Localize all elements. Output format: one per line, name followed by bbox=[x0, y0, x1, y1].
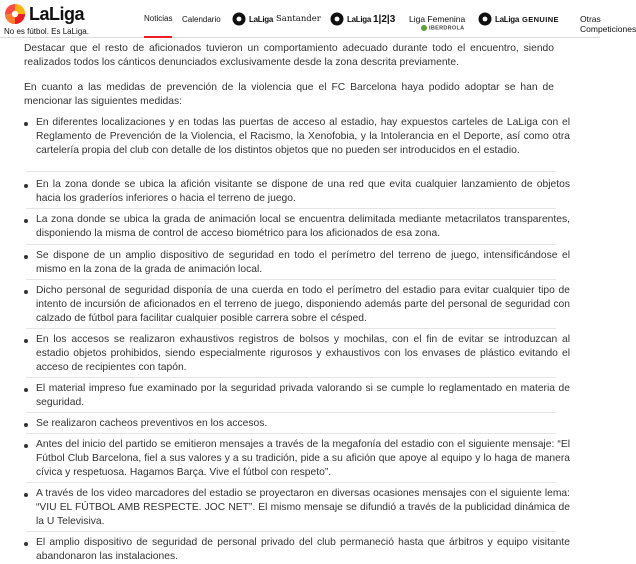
item-divider bbox=[26, 279, 556, 280]
nav-laliga-123[interactable] bbox=[330, 0, 395, 38]
item-divider bbox=[26, 208, 556, 209]
list-item: Se realizaron cacheos preventivos en los accesos. bbox=[10, 417, 570, 431]
nav-liga-femenina[interactable] bbox=[409, 14, 473, 36]
list-item: Dicho personal de seguridad disponía de una cuerda en todo el perímetro del estadio para evitar cualquier tipo de intento de incursión de aficionados en el terreno de juego, disponiendo además parte del personal de seguridad con calzado de fútbol para facilitar cualquier posible carrera sobre el césped. bbox=[10, 284, 570, 326]
item-divider bbox=[26, 433, 556, 434]
item-divider bbox=[26, 377, 556, 378]
list-item: A través de los video marcadores del estadio se proyectaron en diversas ocasiones mensajes con el siguiente lema: “VIU EL FÚTBOL AMB RESPECTE. JOC NET”. El mismo mensaje se difundió a través de la publicidad dinámica de la U Televisiva. bbox=[10, 487, 570, 529]
bullet-icon bbox=[24, 290, 28, 294]
bullet-icon bbox=[24, 219, 28, 223]
list-item: En diferentes localizaciones y en todas las puertas de acceso al estadio, hay expuestos carteles de LaLiga con el Reglamento de Prevención de la Violencia, el Racismo, la Xenofobia, y la Intolerancia en el Deporte, así como otra cartelería propia del club con detalle de los distintos objetos que no pueden ser introducidos en el estadio. bbox=[10, 116, 570, 158]
bullet-icon bbox=[24, 423, 28, 427]
liga-femenina-title: Liga Femenina bbox=[409, 14, 466, 24]
nav-laliga-santander[interactable] bbox=[232, 0, 321, 38]
santander-suffix: Santander bbox=[275, 14, 321, 24]
list-item: Antes del inicio del partido se emitieron mensajes a través de la megafonía del estadio con el siguiente mensaje: “El Fútbol Club Barcelona, fiel a sus valores y a su tradición, pide a su afición que apoye al equipo y lo haga de manera cívica y respetuosa. Hagamos Barça. Vive el fútbol con respeto”. bbox=[10, 438, 570, 480]
bullet-icon bbox=[24, 339, 28, 343]
iberdrola-sponsor: IBERDROLA bbox=[421, 25, 464, 31]
nav-other-competitions[interactable]: Otras Competiciones bbox=[580, 14, 636, 34]
item-divider bbox=[26, 171, 556, 172]
nav-news-label: Noticias bbox=[144, 13, 173, 23]
list-item: En la zona donde se ubica la afición visitante se dispone de una red que evita cualquier lanzamiento de objetos hacia los graderíos inferiores o hacia el terreno de juego. bbox=[10, 178, 570, 206]
bullet-icon bbox=[24, 184, 28, 188]
genuine-mark: LaLiga bbox=[495, 14, 519, 24]
nav-calendar-tab[interactable] bbox=[182, 0, 221, 38]
item-divider bbox=[26, 244, 556, 245]
brand-name: LaLiga bbox=[29, 4, 85, 24]
bullet-icon bbox=[24, 493, 28, 497]
brand-tagline: No es fútbol. Es LaLiga. bbox=[4, 27, 89, 36]
nav-calendar-label: Calendario bbox=[182, 14, 221, 24]
item-divider bbox=[26, 328, 556, 329]
intro-paragraph-1: Destacar que el resto de aficionados tuvieron un comportamiento adecuado durante todo el encuentro, siendo realizados todos los cánticos denunciados exclusivamente desde la zona descrita previamente. bbox=[24, 43, 554, 68]
list-item: El material impreso fue examinado por la seguridad privada valorando si se cumple lo reglamentado en materia de seguridad. bbox=[10, 382, 570, 410]
bullet-icon bbox=[24, 122, 28, 126]
top-navigation-bar bbox=[0, 0, 636, 38]
item-divider bbox=[26, 482, 556, 483]
iberdrola-leaf-icon bbox=[421, 25, 427, 31]
laliga-ball-icon bbox=[478, 12, 492, 26]
item-divider bbox=[26, 531, 556, 532]
genuine-suffix: GENUINE bbox=[521, 14, 559, 24]
list-item: La zona donde se ubica la grada de animación local se encuentra delimitada mediante metacrilatos transparentes, disponiendo la misma de control de acceso biométrico para los aficionados de esa zona. bbox=[10, 213, 570, 241]
smartbank-suffix: 1|2|3 bbox=[372, 13, 396, 25]
item-divider bbox=[26, 412, 556, 413]
article-body bbox=[0, 38, 600, 562]
intro-paragraph-2: En cuanto a las medidas de prevención de la violencia que el FC Barcelona haya podido adoptar se han de mencionar las siguientes medidas: bbox=[24, 82, 554, 107]
laliga-ball-icon bbox=[232, 12, 246, 26]
list-item: Se dispone de un amplio dispositivo de seguridad en todo el perímetro del terreno de juego, intensificándose el mismo en la zona de la grada de animación local. bbox=[10, 249, 570, 277]
laliga-ball-icon bbox=[330, 12, 344, 26]
bullet-icon bbox=[24, 542, 28, 546]
santander-mark: LaLiga bbox=[249, 14, 273, 24]
laliga-logo-icon bbox=[4, 3, 26, 25]
smartbank-mark: LaLiga bbox=[347, 14, 371, 24]
list-item: En los accesos se realizaron exhaustivos registros de bolsos y mochilas, con el fin de evitar se introduzcan al estadio objetos prohibidos, siendo especialmente rigurosos y exhaustivos con los envases de plástico evitando el acceso de recipientes con tapón. bbox=[10, 333, 570, 375]
nav-laliga-genuine[interactable] bbox=[478, 0, 559, 38]
list-item: El amplio dispositivo de seguridad de personal privado del club permaneció hasta que árbitros y equipo visitante abandonaron las instalaciones. bbox=[10, 536, 570, 564]
bullet-icon bbox=[24, 388, 28, 392]
bullet-icon bbox=[24, 255, 28, 259]
nav-news-tab[interactable] bbox=[144, 0, 172, 38]
laliga-home-link[interactable] bbox=[4, 2, 122, 36]
bullet-icon bbox=[24, 444, 28, 448]
